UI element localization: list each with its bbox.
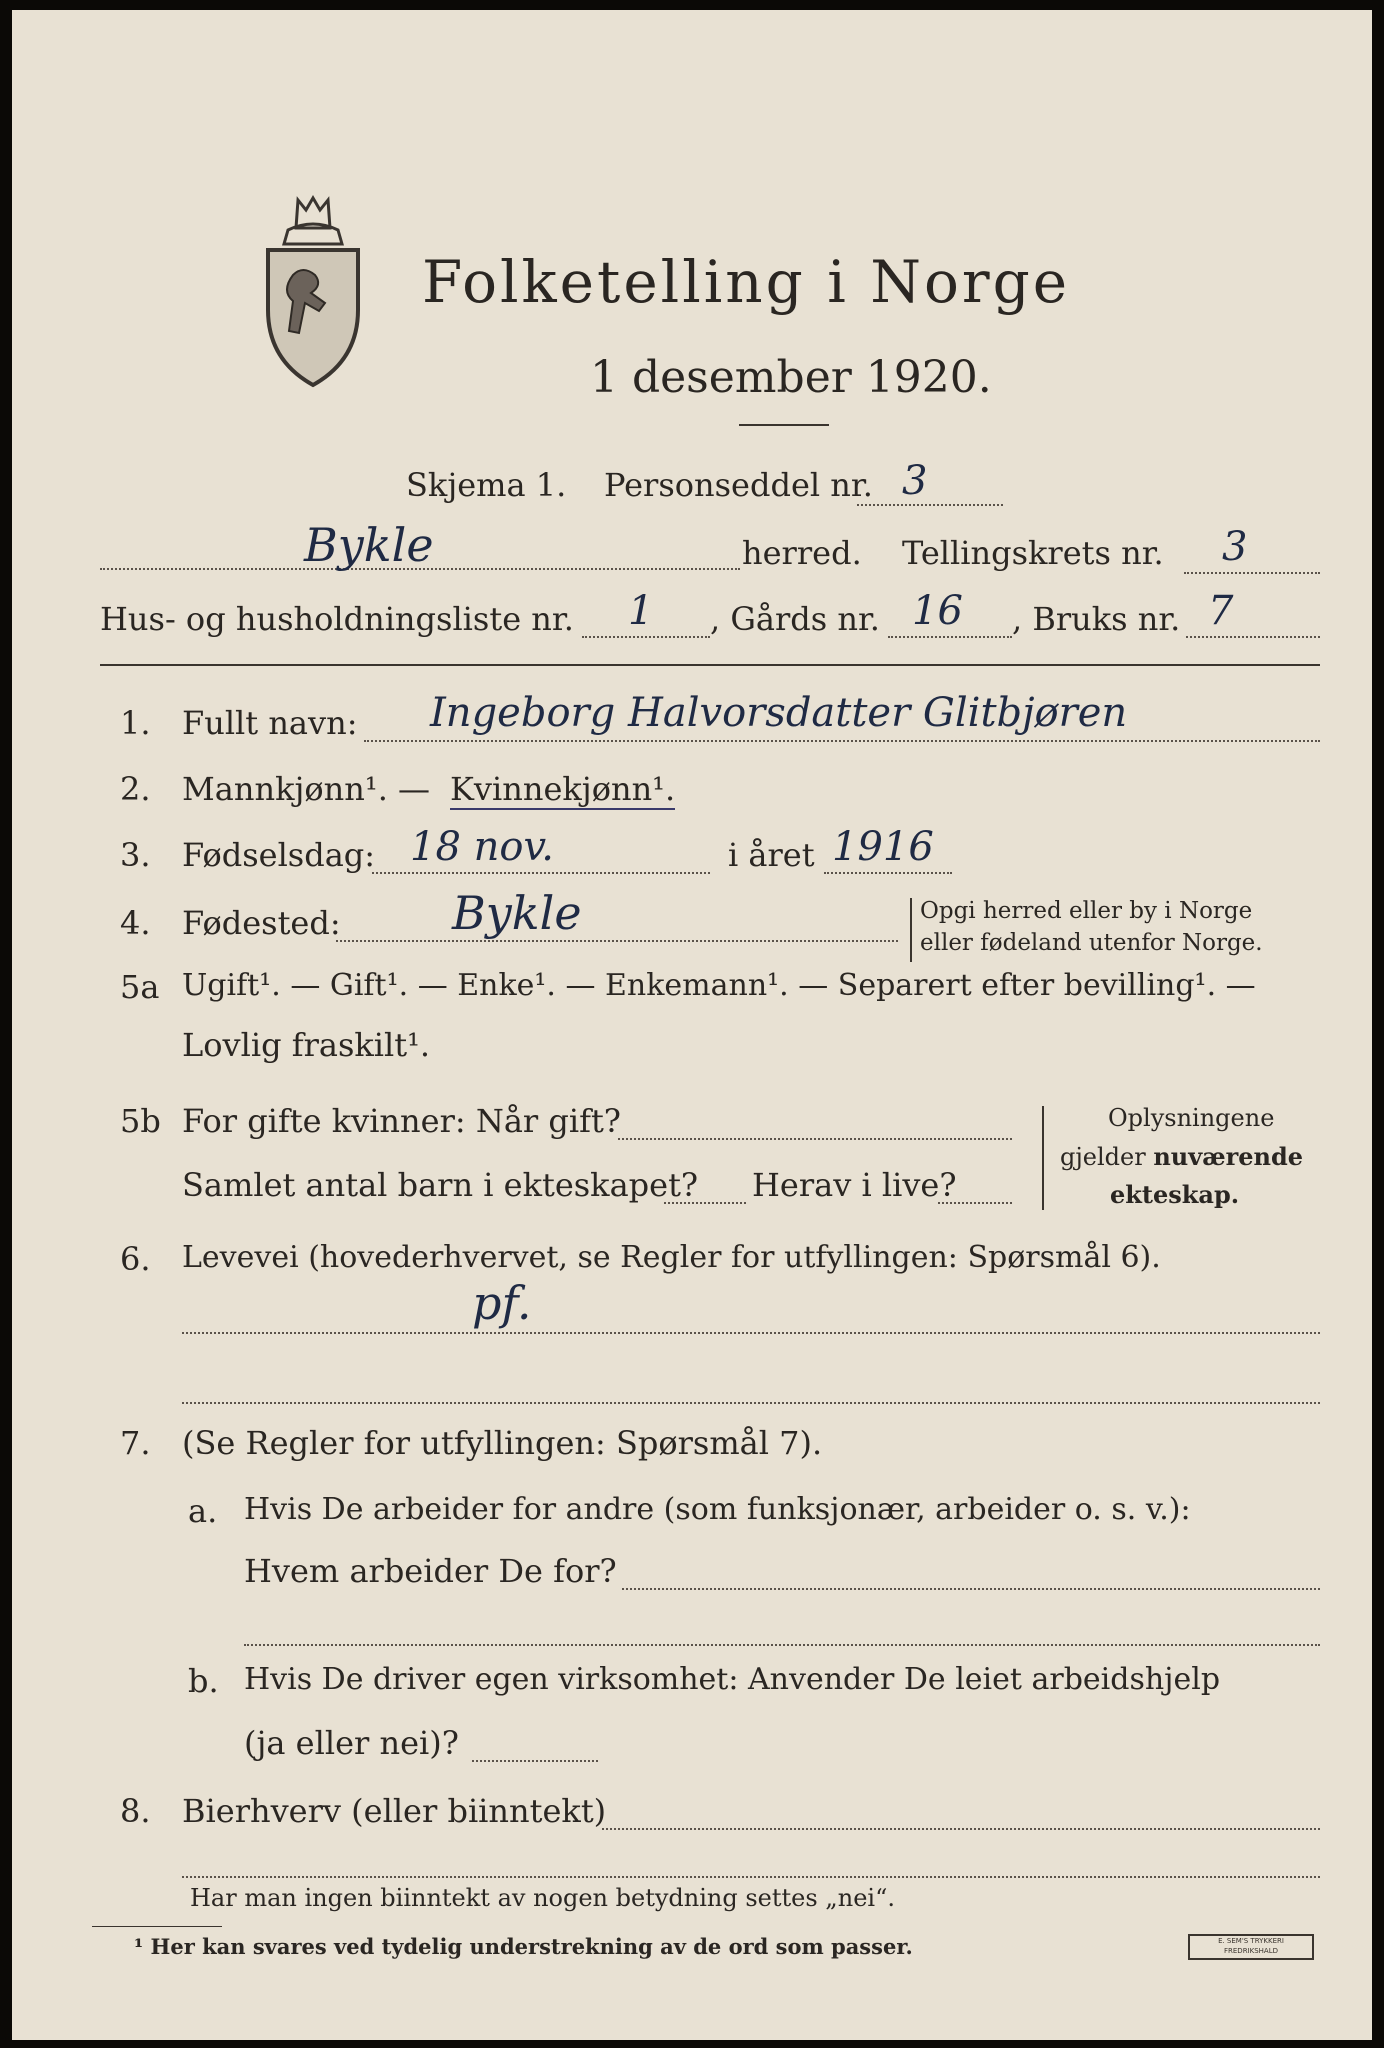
- footnote-divider: [92, 1926, 222, 1927]
- q8-line-2: [182, 1876, 1320, 1878]
- q3-year-line: [824, 872, 952, 874]
- personseddel-line: [857, 504, 1003, 506]
- occupation-value[interactable]: pf.: [472, 1276, 532, 1330]
- q5b-note-line-1: Oplysningene: [1108, 1104, 1275, 1132]
- birth-year-value[interactable]: 1916: [832, 824, 934, 870]
- q6-label: Levevei (hovederhvervet, se Regler for utfyllingen: Spørsmål 6).: [182, 1240, 1161, 1275]
- bruks-value[interactable]: 7: [1208, 588, 1234, 634]
- q7b-yes-no-line: [472, 1760, 598, 1762]
- form-title: Folketelling i Norge: [422, 248, 1071, 316]
- herred-value[interactable]: Bykle: [304, 518, 434, 572]
- q5b-married-label: For gifte kvinner: Når gift?: [182, 1102, 621, 1140]
- printer-stamp: E. SEM'S TRYKKERI FREDRIKSHALD: [1188, 1934, 1314, 1960]
- coat-of-arms-icon: [258, 190, 368, 390]
- gards-line: [888, 636, 1012, 638]
- q2-male-label: Mannkjønn¹. —: [182, 770, 431, 808]
- q7b-question: Hvis De driver egen virksomhet: Anvender De leiet arbeidshjelp: [244, 1662, 1221, 1697]
- q8-label: Bierhverv (eller biinntekt): [182, 1792, 607, 1830]
- personseddel-value[interactable]: 3: [902, 458, 928, 504]
- q5b-note-brace: [1042, 1106, 1044, 1210]
- q4-label: Fødested:: [182, 904, 341, 942]
- birthplace-value[interactable]: Bykle: [452, 886, 582, 940]
- q7a-letter: a.: [188, 1492, 218, 1530]
- q7-number: 7.: [120, 1424, 151, 1462]
- q5a-options: Ugift¹. — Gift¹. — Enke¹. — Enkemann¹. — Separert efter bevilling¹. —: [182, 968, 1256, 1003]
- q5b-number: 5b: [120, 1102, 161, 1140]
- tellingskrets-line: [1184, 572, 1320, 574]
- q7a-question: Hvis De arbeider for andre (som funksjonær, arbeider o. s. v.):: [244, 1492, 1191, 1527]
- q4-note-line-1: Opgi herred eller by i Norge: [920, 898, 1253, 924]
- full-name-value[interactable]: Ingeborg Halvorsdatter Glitbjøren: [430, 690, 1128, 736]
- q1-line: [364, 740, 1320, 742]
- q4-number: 4.: [120, 904, 151, 942]
- gards-value[interactable]: 16: [912, 588, 963, 634]
- q5b-children-line: [664, 1202, 746, 1204]
- gards-label: , Gårds nr.: [710, 600, 880, 638]
- q4-line: [336, 940, 898, 942]
- biinntekt-note: Har man ingen biinntekt av nogen betydning settes „nei“.: [190, 1884, 895, 1912]
- herred-label: herred.: [742, 534, 862, 572]
- q5b-note-line-2: gjelder nuværende: [1060, 1142, 1304, 1171]
- hus-value[interactable]: 1: [628, 588, 654, 634]
- q7a-who-line: [622, 1588, 1320, 1590]
- personseddel-label: Personseddel nr.: [604, 466, 873, 504]
- schema-label: Skjema 1.: [406, 466, 567, 504]
- q5a-number: 5a: [120, 968, 160, 1006]
- q2-female-label-underlined[interactable]: Kvinnekjønn¹.: [450, 770, 676, 808]
- q4-note-brace: [910, 898, 912, 962]
- q6-line-2: [182, 1402, 1320, 1404]
- q6-number: 6.: [120, 1240, 151, 1278]
- q7a-who-label: Hvem arbeider De for?: [244, 1552, 617, 1590]
- q6-line-1: [182, 1332, 1320, 1334]
- bruks-line: [1186, 636, 1320, 638]
- tellingskrets-label: Tellingskrets nr.: [902, 534, 1164, 572]
- bruks-label: , Bruks nr.: [1012, 600, 1181, 638]
- q3-line: [372, 872, 710, 874]
- q1-label: Fullt navn:: [182, 704, 358, 742]
- q7-label: (Se Regler for utfyllingen: Spørsmål 7).: [182, 1424, 823, 1462]
- q3-label: Fødselsdag:: [182, 836, 376, 874]
- q8-number: 8.: [120, 1792, 151, 1830]
- title-divider: [739, 424, 829, 426]
- q7b-letter: b.: [188, 1662, 219, 1700]
- q3-number: 3.: [120, 836, 151, 874]
- q8-line: [602, 1828, 1320, 1830]
- q7b-yes-no-label: (ja eller nei)?: [244, 1724, 459, 1762]
- q5b-note-line-3: ekteskap.: [1110, 1180, 1240, 1209]
- birthday-value[interactable]: 18 nov.: [410, 824, 555, 870]
- q3-year-label: i året: [728, 836, 815, 874]
- footnote: ¹ Her kan svares ved tydelig understrekning av de ord som passer.: [134, 1934, 913, 1959]
- q5b-alive-label: Herav i live?: [752, 1166, 957, 1204]
- q7a-line-2: [244, 1644, 1320, 1646]
- q2-number: 2.: [120, 770, 151, 808]
- hus-line: [582, 636, 710, 638]
- q5a-options-continued: Lovlig fraskilt¹.: [182, 1026, 431, 1064]
- q4-note-line-2: eller fødeland utenfor Norge.: [920, 930, 1263, 956]
- census-form: [12, 10, 1372, 2040]
- q5b-married-line: [618, 1138, 1012, 1140]
- q1-number: 1.: [120, 704, 151, 742]
- tellingskrets-value[interactable]: 3: [1222, 524, 1248, 570]
- section-divider: [100, 664, 1320, 666]
- form-date: 1 desember 1920.: [590, 352, 992, 403]
- q5b-children-label: Samlet antal barn i ekteskapet?: [182, 1166, 699, 1204]
- hus-label: Hus- og husholdningsliste nr.: [100, 600, 574, 638]
- q5b-alive-line: [938, 1202, 1012, 1204]
